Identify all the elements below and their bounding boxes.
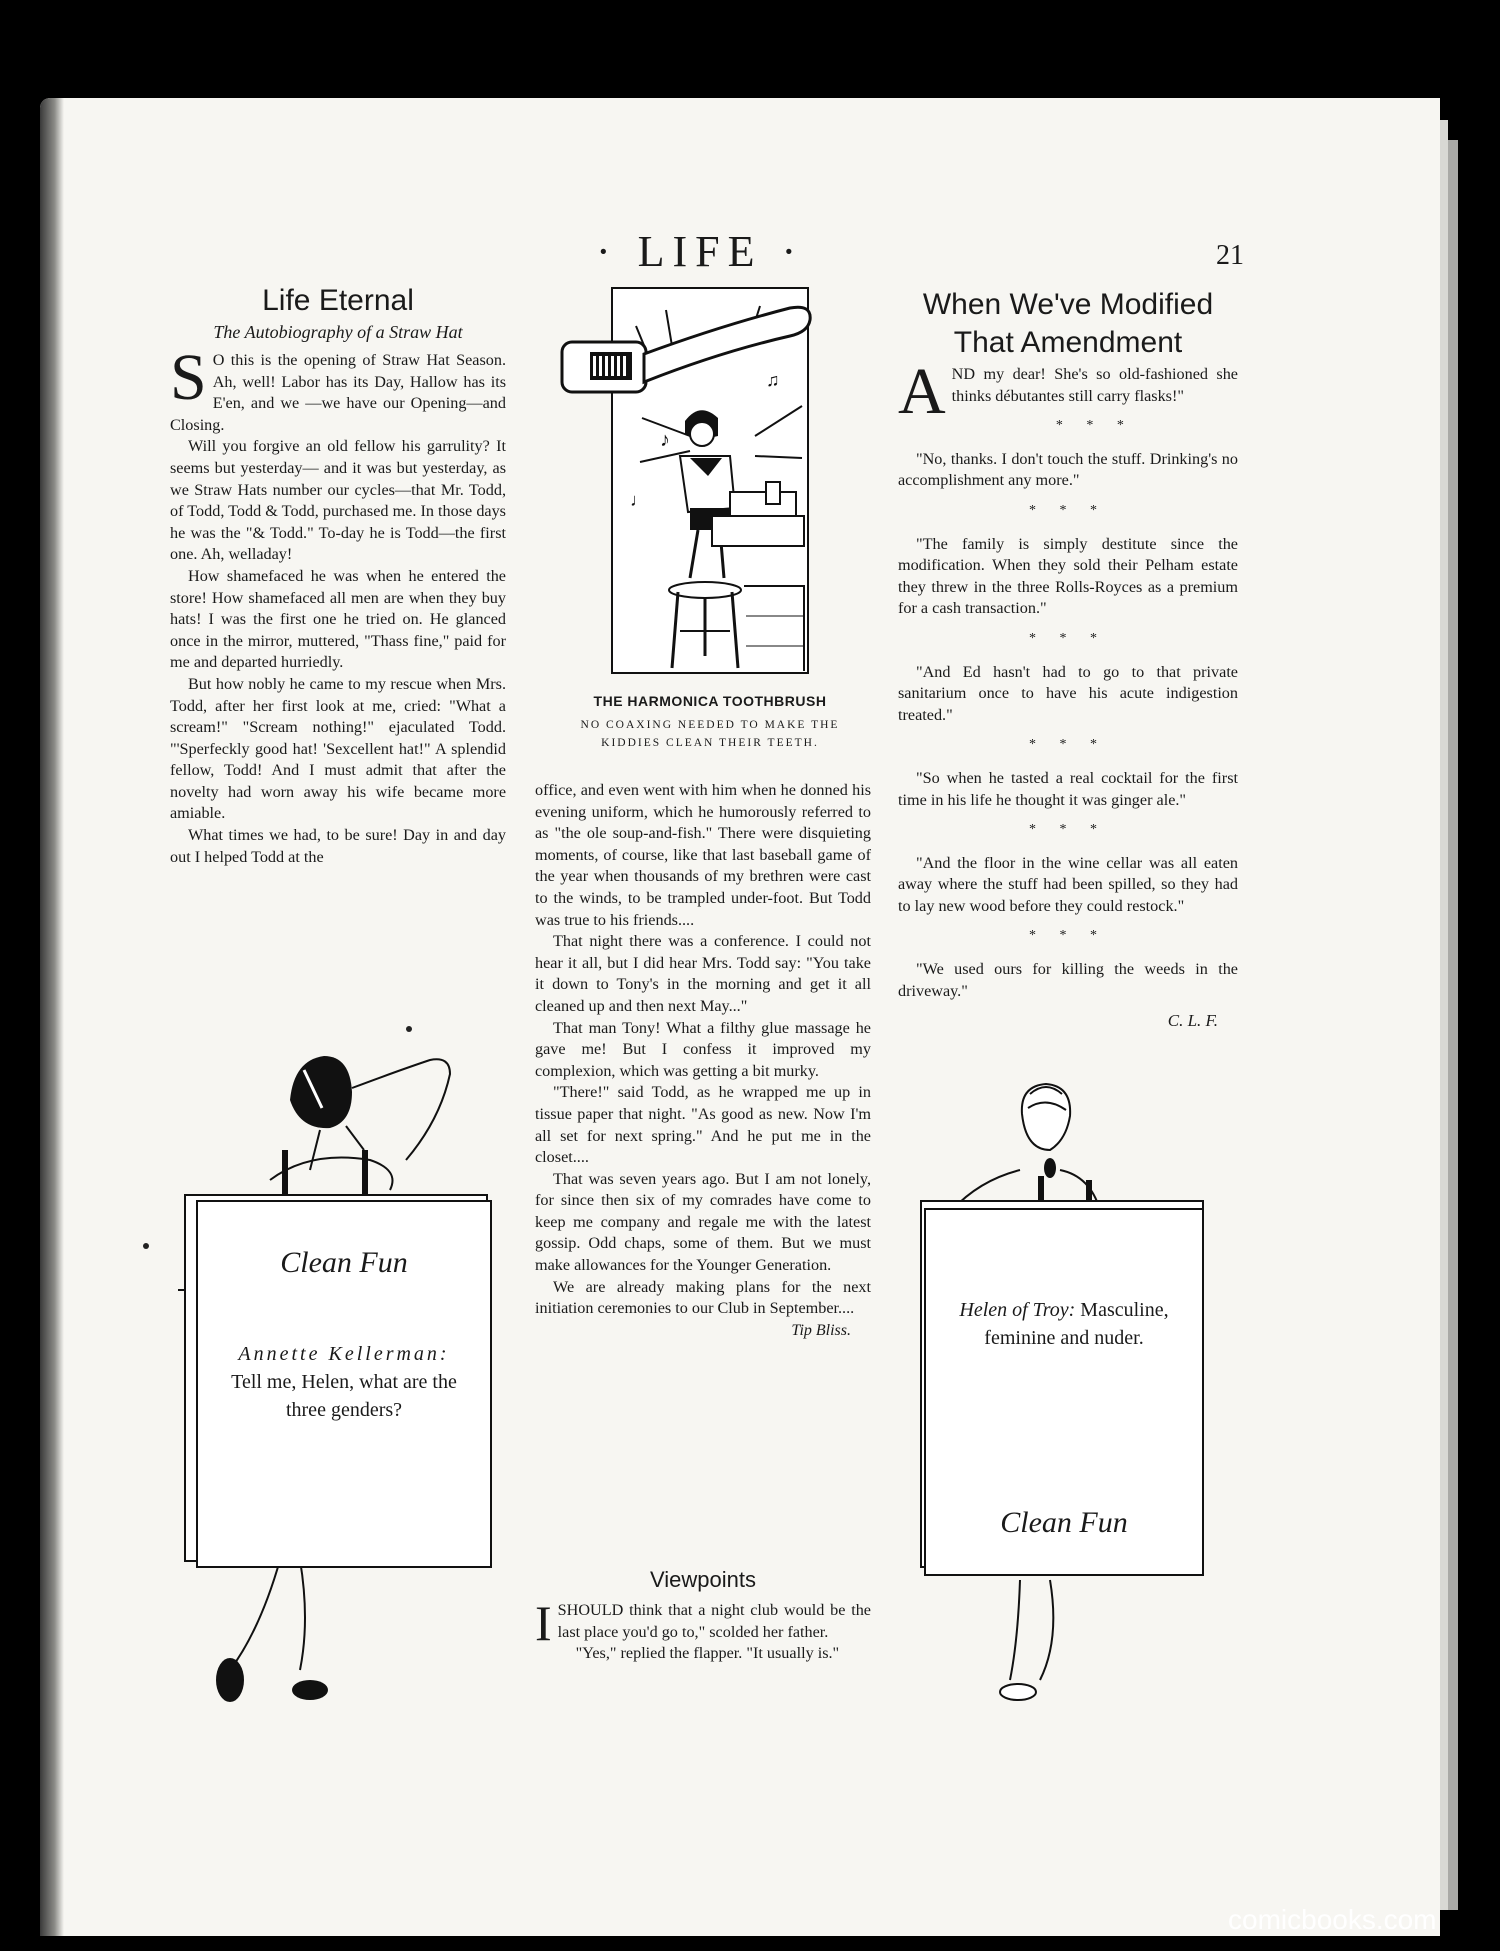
paragraph: Will you forgive an old fellow his garrulity? It seems but yesterday— and it was but yesterday, as we Straw Hats number our cycles—that Mr. Todd, of Todd, Todd & Todd, purchased me. In those days he was the "& Todd." To-day he is Todd—the first one. Ah, welladay!: [170, 437, 506, 564]
svg-text:♪: ♪: [660, 429, 670, 451]
sign-board: [196, 1200, 492, 1568]
section-divider: * * *: [1055, 418, 1134, 434]
paragraph: "Yes," replied the flapper. "It usually is.": [575, 1644, 840, 1663]
article-byline: Tip Bliss.: [791, 1321, 851, 1339]
paragraph: SHOULD think that a night club would be the last place you'd go to," scolded her father.: [557, 1601, 871, 1641]
paragraph: That night there was a conference. I could not hear it all, but I did hear Mrs. Todd say: "You take it down to Tony's in the morning and get it all cleaned up and then next May...": [535, 932, 871, 1015]
sign-speaker: Helen of Troy:: [959, 1299, 1076, 1321]
sign-board: [924, 1208, 1204, 1576]
paragraph: office, and even went with him when he donned his evening uniform, which he humorously referred to as "the ole soup-and-fish." There were disquieting moments, of course, like that last baseball game of the year when thousands of my brethren were cast to the winds, to be trampled under-foot. But Todd was true to his friends....: [535, 781, 871, 929]
paragraph: But how nobly he came to my rescue when Mrs. Todd, after her first look at me, cried: "What a scream!" "Scream nothing!" ejaculated Todd. "'Sperfeckly good hat! 'Sexcellent hat!" A splendid fellow, Todd! And I must admit that after the novelty had worn away his wife became more amiable.: [170, 674, 506, 823]
right-sign-illustration: [900, 1080, 1230, 1720]
paragraph: O this is the opening of Straw Hat Season. Ah, well! Labor has its Day, Hallow has its E'en, and we —we have our Opening—and Closing.: [170, 351, 506, 434]
paragraph: What times we had, to be sure! Day in and day out I helped Todd at the: [170, 826, 506, 866]
article-signature: C. L. F.: [1167, 1011, 1218, 1031]
paragraph: That man Tony! What a filthy glue massage he gave me! But I confess it improved my complexion, which was getting a bit murky.: [535, 1018, 871, 1080]
article-body-col1: [170, 341, 506, 868]
sign-title: Clean Fun: [280, 1246, 408, 1279]
section-divider: * * *: [1029, 737, 1107, 753]
viewpoints-title: Viewpoints: [650, 1567, 756, 1592]
paragraph: "There!" said Todd, as he wrapped me up in tissue paper that night. "As good as new. Now I'm all set for next spring." And he put me in the closet....: [535, 1083, 871, 1167]
sign-dialogue: Masculine, feminine and nuder.: [984, 1299, 1169, 1349]
section-divider: * * *: [1029, 502, 1107, 518]
harmonica-toothbrush-cartoon: [540, 286, 880, 678]
drop-cap: I: [535, 1595, 552, 1651]
sign-text: [224, 1340, 464, 1424]
article-body-col3: [898, 355, 1238, 1032]
quote: "We used ours for killing the weeds in the driveway.": [898, 960, 1238, 1000]
quote: ND my dear! She's so old-fashioned she thinks débutantes still carry flasks!": [951, 365, 1238, 405]
section-divider: * * *: [1029, 822, 1107, 838]
sign-title: Clean Fun: [1000, 1506, 1128, 1539]
section-divider: * * *: [1029, 630, 1107, 646]
svg-text:♩: ♩: [630, 490, 648, 510]
quote: "And the floor in the wine cellar was all eaten away where the stuff had been spilled, so they had to lay new wood before they could restock.": [898, 853, 1238, 915]
stray-mark: [406, 1026, 412, 1032]
watermark: comicbooks.com: [1228, 1904, 1437, 1935]
title-line: That Amendment: [953, 326, 1183, 359]
article-title-2: [898, 286, 1238, 362]
left-sign-illustration: [170, 1030, 510, 1720]
sign-text: [952, 1296, 1176, 1352]
viewpoints-body: [535, 1595, 871, 1665]
quote: "So when he tasted a real cocktail for the first time in his life he thought it was ginger ale.": [898, 768, 1238, 809]
paragraph: That was seven years ago. But I am not lonely, for since then six of my comrades have come to keep me company and regale me with the latest gossip. Odd chaps, some of them. But we must make allowances for the Younger Generation.: [535, 1169, 871, 1275]
cartoon-caption-subtitle: NO COAXING NEEDED TO MAKE THE KIDDIES CLEAN THEIR TEETH.: [580, 719, 840, 749]
article-title: Life Eternal: [262, 284, 414, 317]
article-subtitle: The Autobiography of a Straw Hat: [213, 322, 463, 342]
quote: "No, thanks. I don't touch the stuff. Drinking's no accomplishment any more.": [898, 449, 1238, 490]
paragraph: How shamefaced he was when he entered the store! How shamefaced all men are when they buy hats! I was the first one he tried on. He glanced once in the mirror, muttered, "Thass fine," paid for me and departed hurriedly.: [170, 566, 506, 672]
binding-spine: [40, 98, 64, 1936]
drop-cap: A: [898, 355, 946, 428]
svg-text:♫: ♫: [766, 370, 780, 390]
article-body-col2: [535, 780, 871, 1341]
paragraph: We are already making plans for the next initiation ceremonies to our Club in September....: [535, 1277, 871, 1318]
running-title: · LIFE ·: [596, 227, 805, 276]
title-line: When We've Modified: [922, 288, 1214, 321]
section-divider: * * *: [1029, 928, 1107, 944]
cartoon-illustration: [540, 286, 880, 678]
page-number: 21: [1216, 240, 1244, 271]
sign-speaker: Annette Kellerman:: [238, 1343, 450, 1365]
sign-dialogue: Tell me, Helen, what are the three genders?: [231, 1371, 457, 1421]
cartoon-caption-title: THE HARMONICA TOOTHBRUSH: [593, 693, 827, 709]
quote: "And Ed hasn't had to go to that private sanitarium once to have his acute indigestion treated.": [898, 662, 1238, 724]
quote: "The family is simply destitute since the modification. When they sold their Pelham estate they threw in the three Rolls-Royces as a premium for a cash transaction.": [898, 534, 1238, 618]
stray-mark: [143, 1243, 149, 1249]
drop-cap: S: [170, 341, 207, 414]
